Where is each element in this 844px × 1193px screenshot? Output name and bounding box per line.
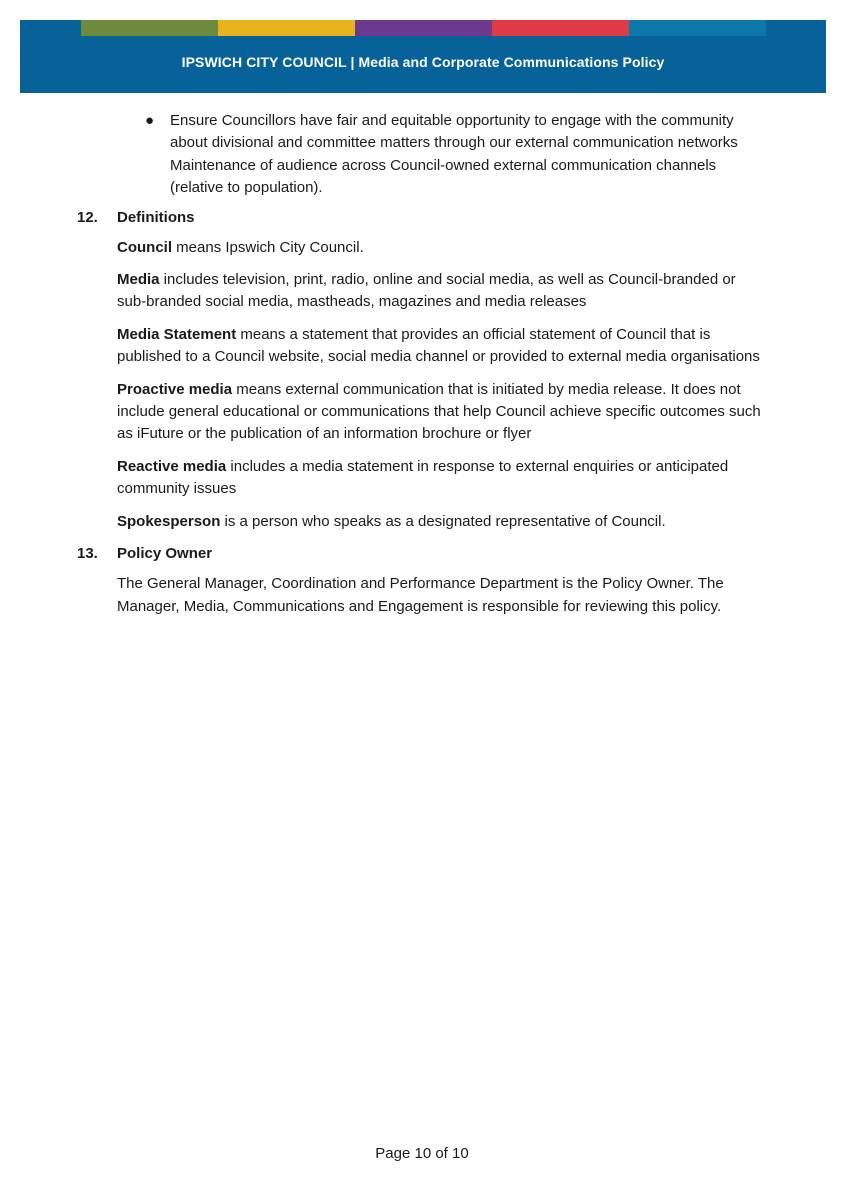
definition-spokesperson [117,511,767,533]
definition-council [117,237,767,259]
definition-term: Reactive media [117,457,227,475]
stripe-green [81,20,218,36]
stripe-yellow [218,20,355,36]
definition-term: Media Statement [117,325,237,343]
stripe-purple [355,20,492,36]
bullet-icon: ● [145,112,155,129]
definition-text: means external communication that is initiated by media release. It does not include general educational or communications that help Council achieve specific outcomes such as iFuture or the publication of an information brochure or flyer [117,380,761,443]
definition-term: Council [117,238,172,256]
definition-text: is a person who speaks as a designated representative of Council. [220,512,666,530]
definition-term: Spokesperson [117,512,221,530]
document-body [0,110,844,618]
definition-text: means Ipswich City Council. [172,238,364,256]
definitions-heading [77,207,844,229]
bullet-text-2: Maintenance of audience across Council-owned external communication channels (relative to population). [170,156,717,197]
section-title: Policy Owner [117,545,213,563]
definition-reactive-media [117,456,767,501]
stripe-blue [629,20,766,36]
bullet-item [145,110,770,200]
definition-text: includes television, print, radio, online and social media, as well as Council-branded or sub-branded social media, mastheads, magazines and media releases [117,271,736,311]
definition-media-statement [117,324,767,369]
section-title: Definitions [117,208,195,226]
header-title: IPSWICH CITY COUNCIL | Media and Corporate Communications Policy [181,54,665,70]
policy-owner-heading [77,543,844,565]
definition-term: Media [117,271,160,289]
stripe-red [492,20,629,36]
page-number: Page 10 of 10 [375,1145,469,1162]
definition-media [117,269,767,314]
definition-text: means a statement that provides an official statement of Council that is published to a Council website, social media channel or provided to external media organisations [117,325,760,366]
definition-text: includes a media statement in response to external enquiries or anticipated community issues [117,457,729,498]
section-number: 13. [77,545,98,563]
definition-term: Proactive media [117,380,233,398]
policy-owner-text: The General Manager, Coordination and Performance Department is the Policy Owner. The Manager, Media, Communications and Engagement is responsible for reviewing this policy. [117,575,724,615]
page-header [20,20,826,93]
color-stripes [81,20,766,36]
bullet-text-1: Ensure Councillors have fair and equitable opportunity to engage with the community about divisional and committee matters through our external communication networks [170,112,738,152]
definition-proactive-media [117,379,767,446]
section-number: 12. [77,208,98,226]
